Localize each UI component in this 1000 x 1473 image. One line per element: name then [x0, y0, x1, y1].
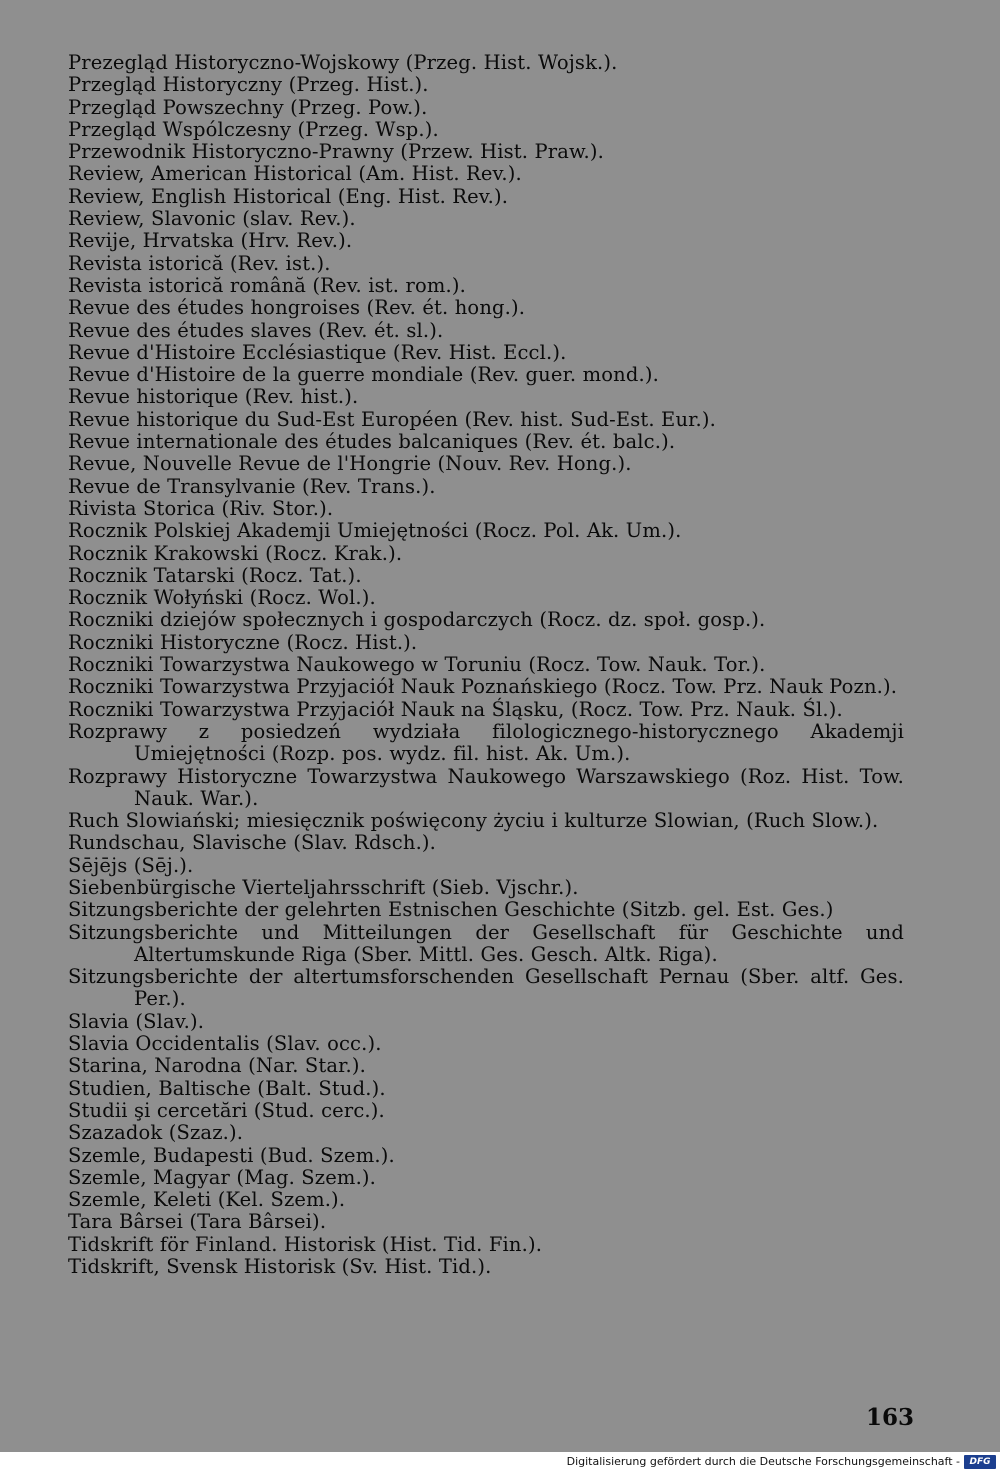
list-item: Revue d'Histoire Ecclésiastique (Rev. Hist. Eccl.).: [68, 340, 567, 364]
digitization-footer: [0, 1452, 1000, 1473]
list-item: Rundschau, Slavische (Slav. Rdsch.).: [68, 831, 437, 855]
list-item: Tidskrift för Finland. Historisk (Hist. Tid. Fin.).: [68, 1232, 543, 1256]
list-item: Rocznik Wołyński (Rocz. Wol.).: [68, 586, 376, 610]
list-item: Szemle, Budapesti (Bud. Szem.).: [68, 1143, 395, 1167]
list-item: Revue de Transylvanie (Rev. Trans.).: [68, 474, 436, 498]
list-item: Revije, Hrvatska (Hrv. Rev.).: [68, 229, 353, 253]
list-item: Tara Bârsei (Tara Bârsei).: [68, 1210, 327, 1234]
list-item: Sitzungsberichte der altertumsforschenden Gesellschaft Pernau (Sber. altf. Ges. Per.).: [68, 965, 904, 1011]
list-item: Rocznik Krakowski (Rocz. Krak.).: [68, 541, 403, 565]
list-item: Prezegląd Historyczno-Wojskowy (Przeg. Hist. Wojsk.).: [68, 51, 618, 74]
funding-note: Digitalisierung gefördert durch die Deutsche Forschungsgemeinschaft -: [566, 1455, 960, 1468]
list-item: Przewodnik Historyczno-Prawny (Przew. Hist. Praw.).: [68, 140, 604, 164]
list-item: Roczniki Historyczne (Rocz. Hist.).: [68, 630, 418, 654]
list-item: Szazadok (Szaz.).: [68, 1121, 244, 1145]
list-item: Review, Slavonic (slav. Rev.).: [68, 207, 356, 231]
list-item: Rozprawy Historyczne Towarzystwa Naukowego Warszawskiego (Roz. Hist. Tow. Nauk. War.).: [68, 764, 904, 810]
list-item: Revue, Nouvelle Revue de l'Hongrie (Nouv. Rev. Hong.).: [68, 452, 632, 476]
list-item: Revista istorică (Rev. ist.).: [68, 251, 331, 275]
list-item: Roczniki Towarzystwa Naukowego w Toruniu (Rocz. Tow. Nauk. Tor.).: [68, 653, 766, 677]
list-item: Przegląd Powszechny (Przeg. Pow.).: [68, 95, 428, 119]
list-item: Ruch Slowiański; miesięcznik poświęcony życiu i kulturze Slowian, (Ruch Slow.).: [68, 809, 879, 833]
list-item: Revue internationale des études balcaniques (Rev. ét. balc.).: [68, 430, 676, 454]
list-item: Studien, Baltische (Balt. Stud.).: [68, 1076, 386, 1100]
list-item: Revue historique du Sud-Est Européen (Rev. hist. Sud-Est. Eur.).: [68, 407, 716, 431]
dfg-logo-text: DFG: [969, 1457, 991, 1467]
list-item: Przegląd Historyczny (Przeg. Hist.).: [68, 73, 429, 97]
list-item: Sitzungsberichte der gelehrten Estnischen Geschichte (Sitzb. gel. Est. Ges.): [68, 898, 834, 922]
list-item: Szemle, Magyar (Mag. Szem.).: [68, 1165, 377, 1189]
list-item: Revista istorică română (Rev. ist. rom.).: [68, 273, 466, 297]
list-item: Studii şi cercetări (Stud. cerc.).: [68, 1098, 385, 1122]
list-item: Sitzungsberichte und Mitteilungen der Gesellschaft für Geschichte und Altertumskunde Riga (Sber. Mittl. Ges. Gesch. Altk. Riga).: [68, 920, 904, 966]
list-item: Siebenbürgische Vierteljahrsschrift (Sieb. Vjschr.).: [68, 875, 579, 899]
list-item: Roczniki dziejów społecznych i gospodarczych (Rocz. dz. społ. gosp.).: [68, 608, 766, 632]
dfg-logo-icon: [964, 1455, 996, 1469]
list-item: Rivista Storica (Riv. Stor.).: [68, 496, 334, 520]
list-item: Revue des études hongroises (Rev. ét. hong.).: [68, 296, 526, 320]
list-item: Rozprawy z posiedzeń wydziała filologicznego-historycznego Akademji Umiejętności (Rozp. pos. wydz. fil. hist. Ak. Um.).: [68, 719, 904, 766]
list-item: Revue historique (Rev. hist.).: [68, 385, 359, 409]
list-item: Roczniki Towarzystwa Przyjaciół Nauk na Śląsku, (Rocz. Tow. Prz. Nauk. Śl.).: [68, 697, 843, 721]
list-item: Review, American Historical (Am. Hist. Rev.).: [68, 162, 522, 186]
list-item: Sējējs (Sēj.).: [68, 853, 194, 877]
list-item: Tidskrift, Svensk Historisk (Sv. Hist. Tid.).: [68, 1255, 492, 1279]
list-item: Slavia (Slav.).: [68, 1009, 205, 1033]
list-item: Review, English Historical (Eng. Hist. Rev.).: [68, 184, 509, 208]
list-item: Roczniki Towarzystwa Przyjaciół Nauk Poznańskiego (Rocz. Tow. Prz. Nauk Pozn.).: [68, 675, 898, 699]
list-item: Revue des études slaves (Rev. ét. sl.).: [68, 318, 444, 342]
list-item: Slavia Occidentalis (Slav. occ.).: [68, 1032, 382, 1056]
list-item: Przegląd Wspólczesny (Przeg. Wsp.).: [68, 117, 439, 141]
list-item: Szemle, Keleti (Kel. Szem.).: [68, 1188, 346, 1212]
list-item: Rocznik Tatarski (Rocz. Tat.).: [68, 563, 362, 587]
page-number: 163: [866, 1404, 915, 1431]
list-item: Revue d'Histoire de la guerre mondiale (Rev. guer. mond.).: [68, 363, 659, 387]
abbreviation-list: [68, 52, 904, 1278]
list-item: Rocznik Polskiej Akademji Umiejętności (Rocz. Pol. Ak. Um.).: [68, 519, 682, 543]
list-item: Starina, Narodna (Nar. Star.).: [68, 1054, 366, 1078]
